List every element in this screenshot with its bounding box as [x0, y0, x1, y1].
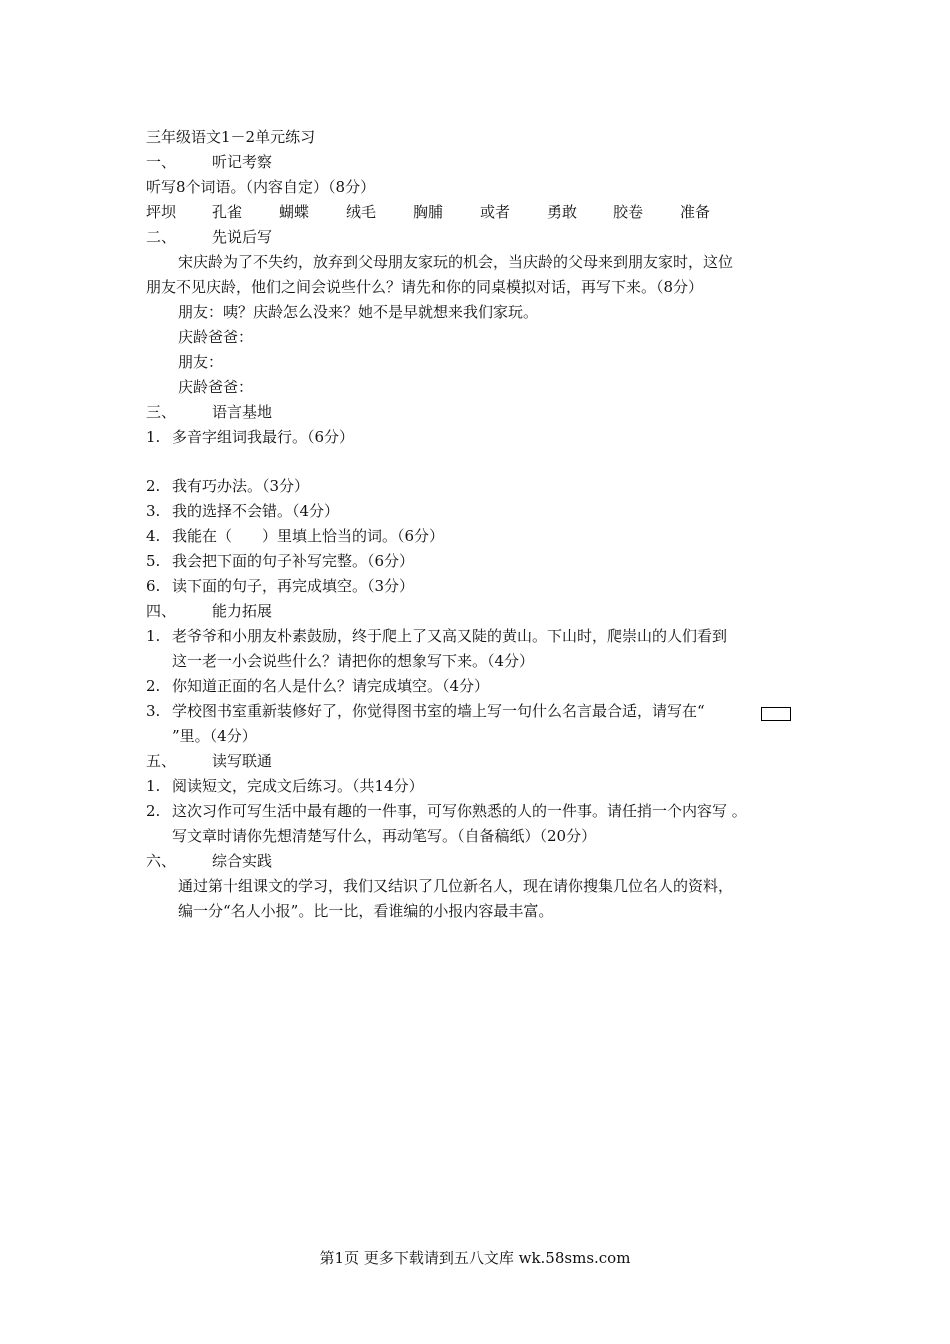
item-text: 我有巧办法。（3分） [172, 477, 310, 495]
item-number: 2. [146, 677, 161, 695]
section-number: 三、 [146, 403, 177, 421]
dictation-instruction: 听写8个词语。（内容自定）（8分） [146, 178, 376, 196]
item-text: 学校图书室重新装修好了，你觉得图书室的墙上写一句什么名言最合适，请写在“ [172, 702, 705, 720]
item-number: 3. [146, 502, 161, 520]
section-number: 一、 [146, 153, 177, 171]
story-paragraph-line: 宋庆龄为了不失约，放弃到父母朋友家玩的机会，当庆龄的父母来到朋友家时，这位 [178, 253, 734, 271]
item-text-continuation: ”里。（4分） [172, 727, 257, 745]
list-item [146, 476, 309, 496]
section-title: 读写联通 [212, 752, 273, 770]
list-item [146, 701, 705, 721]
dictation-word: 绒毛 [346, 203, 377, 221]
item-text-continuation: 写文章时请你先想清楚写什么，再动笔写。（自备稿纸）（20分） [172, 827, 597, 845]
item-number: 2. [146, 477, 161, 495]
section-title: 语言基地 [212, 403, 273, 421]
item-text: 我的选择不会错。（4分） [172, 502, 340, 520]
answer-box [761, 707, 791, 721]
page-footer: 第1页 更多下载请到五八文库 wk.58sms.com [319, 1249, 631, 1267]
list-item [146, 427, 354, 447]
section-number: 六、 [146, 852, 177, 870]
practice-paragraph-line: 通过第十组课文的学习，我们又结识了几位新名人，现在请你搜集几位名人的资料， [178, 877, 734, 895]
section-3-heading [146, 402, 272, 422]
item-text: 我会把下面的句子补写完整。（6分） [172, 552, 415, 570]
dictation-word: 蝴蝶 [279, 203, 310, 221]
section-title: 听记考察 [212, 153, 273, 171]
section-title: 先说后写 [212, 228, 273, 246]
list-item [146, 676, 489, 696]
item-number: 3. [146, 702, 161, 720]
list-item [146, 526, 444, 546]
item-number: 6. [146, 577, 161, 595]
dialogue-line: 庆龄爸爸： [178, 378, 254, 396]
dictation-word: 准备 [680, 203, 711, 221]
section-4-heading [146, 601, 272, 621]
section-1-heading [146, 152, 272, 172]
list-item [146, 576, 414, 596]
dictation-word: 胶卷 [613, 203, 644, 221]
section-5-heading [146, 751, 272, 771]
dictation-word: 坪坝 [146, 203, 177, 221]
list-item [146, 501, 339, 521]
item-number: 1. [146, 627, 161, 645]
dictation-word: 或者 [480, 203, 511, 221]
item-text: 读下面的句子，再完成填空。（3分） [172, 577, 415, 595]
story-paragraph-line: 朋友不见庆龄，他们之间会说些什么？请先和你的同桌模拟对话，再写下来。（8分） [146, 278, 704, 296]
item-text: 这次习作可写生活中最有趣的一件事，可写你熟悉的人的一件事。请任捎一个内容写 。 [172, 802, 747, 820]
section-title: 综合实践 [212, 852, 273, 870]
dialogue-line: 朋友： [178, 353, 224, 371]
dictation-word: 孔雀 [212, 203, 243, 221]
dialogue-line: 庆龄爸爸： [178, 328, 254, 346]
item-text: 我能在（ ）里填上恰当的词。（6分） [172, 527, 445, 545]
section-2-heading [146, 227, 272, 247]
practice-paragraph-line: 编一分“名人小报”。比一比，看谁编的小报内容最丰富。 [178, 902, 554, 920]
item-number: 1. [146, 777, 161, 795]
item-number: 4. [146, 527, 161, 545]
item-number: 2. [146, 802, 161, 820]
list-item [146, 626, 727, 646]
item-text: 多音字组词我最行。（6分） [172, 428, 355, 446]
item-text-continuation: 这一老一小会说些什么？请把你的想象写下来。（4分） [172, 652, 535, 670]
item-text: 阅读短文，完成文后练习。（共14分） [172, 777, 424, 795]
page-title: 三年级语文1－2单元练习 [146, 128, 316, 146]
list-item [146, 801, 747, 821]
dictation-word: 胸脯 [413, 203, 444, 221]
section-number: 二、 [146, 228, 177, 246]
section-title: 能力拓展 [212, 602, 273, 620]
dictation-word: 勇敢 [547, 203, 578, 221]
item-text: 老爷爷和小朋友朴素鼓励，终于爬上了又高又陡的黄山。下山时，爬崇山的人们看到 [172, 627, 728, 645]
section-6-heading [146, 851, 272, 871]
item-number: 5. [146, 552, 161, 570]
list-item [146, 776, 424, 796]
dialogue-line: 朋友：咦？庆龄怎么没来？她不是早就想来我们家玩。 [178, 303, 539, 321]
section-number: 五、 [146, 752, 177, 770]
item-text: 你知道正面的名人是什么？请完成填空。（4分） [172, 677, 490, 695]
item-number: 1. [146, 428, 161, 446]
section-number: 四、 [146, 602, 177, 620]
list-item [146, 551, 414, 571]
